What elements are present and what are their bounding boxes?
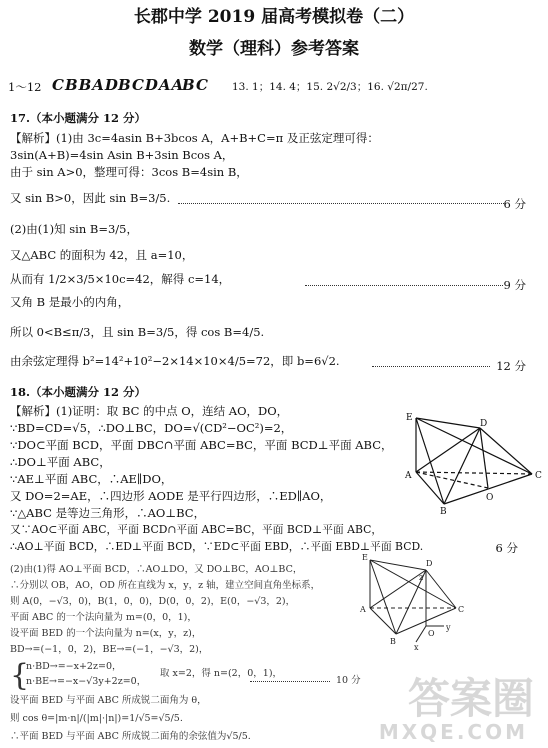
q18-line: 又 DO=2=AE，∴四边形 AODE 是平行四边形，∴ED∥AO， xyxy=(10,489,332,503)
q17-line: 由余弦定理得 b²=14²+10²−2×14×10×4/5=72，即 b=6√2. xyxy=(10,354,340,368)
q18-score-2: 10 分 xyxy=(336,675,361,686)
choice-range: 1～12 xyxy=(8,80,42,94)
fig1-label: B xyxy=(440,507,447,516)
q17-line: (2)由(1)知 sin B=3/5， xyxy=(10,222,138,236)
fig1-label: D xyxy=(480,419,488,429)
fig1-label: E xyxy=(406,413,413,423)
q18-line: ∴AO⊥平面 BCD，∴ED⊥平面 BCD，∵ED⊂平面 EBD，∴平面 EBD⊥平面 BCD. xyxy=(10,540,424,553)
choice-group-3: BC xyxy=(182,76,209,94)
q18-line: 则 A(0，−√3，0)，B(1，0，0)，D(0，0，2)，E(0，−√3，2)， xyxy=(10,596,296,607)
q18-line: 又∵AO⊂平面 ABC，平面 BCD∩平面 ABC=BC，平面 BCD⊥平面 ABC， xyxy=(10,523,383,536)
q18-line: BD→=(−1，0，2)，BE→=(−1，−√3，2)， xyxy=(10,644,209,655)
choice-group-1: CBBAD xyxy=(52,76,119,94)
brace: { xyxy=(10,658,30,693)
q18-line: ∵DO⊂平面 BCD，平面 DBC∩平面 ABC=BC，平面 BCD⊥平面 ABC， xyxy=(10,438,393,452)
q17-line: 又 sin B>0，因此 sin B=3/5. xyxy=(10,191,171,205)
watermark-url: MXQE.COM xyxy=(378,720,528,744)
fig2-label: C xyxy=(458,605,465,614)
q17-heading: 17.（本小题满分 12 分） xyxy=(10,111,147,125)
page-subtitle: 数学（理科）参考答案 xyxy=(189,39,359,59)
tetra-figure-2 xyxy=(356,550,476,650)
fig1-label: O xyxy=(486,493,494,503)
fig2-label: D xyxy=(426,559,433,568)
score-leader xyxy=(372,366,490,367)
fill-answers: 13. 1；14. 4；15. 2√2/3；16. √2π/27. xyxy=(232,81,428,93)
q18-line: 取 x=2，得 n=(2，0，1)， xyxy=(160,668,283,679)
q18-score-1: 6 分 xyxy=(495,541,518,555)
q17-line: 又角 B 是最小的内角， xyxy=(10,295,130,309)
q18-line: ∴分别以 OB，AO，OD 所在直线为 x，y，z 轴，建立空间直角坐标系， xyxy=(10,580,321,591)
q18-line: n·BD→=−x+2z=0， xyxy=(26,661,122,672)
q18-heading: 18.（本小题满分 12 分） xyxy=(10,385,147,399)
choice-group-2: BCDAA xyxy=(118,76,185,94)
score-leader xyxy=(305,285,503,286)
q17-score-1: 6 分 xyxy=(503,197,526,211)
page-title: 长郡中学 2019 届高考模拟卷（二） xyxy=(133,7,415,27)
q17-line: 所以 0<B≤π/3，且 sin B=3/5，得 cos B=4/5. xyxy=(10,325,265,339)
q17-line: 【解析】(1)由 3c=4asin B+3bcos A，A+B+C=π 及正弦定理可得： xyxy=(10,131,379,145)
watermark xyxy=(358,658,548,748)
q18-line: ∴DO⊥平面 ABC， xyxy=(10,455,111,469)
q17-line: 又△ABC 的面积为 42，且 a=10， xyxy=(10,248,194,262)
fig2-label: O xyxy=(428,629,435,638)
q18-line: n·BE→=−x−√3y+2z=0， xyxy=(26,676,147,687)
q18-line: (2)由(1)得 AO⊥平面 BCD，∴AO⊥DO，又 DO⊥BC，AO⊥BC， xyxy=(10,564,303,575)
q18-line: 设平面 BED 与平面 ABC 所成锐二面角为 θ， xyxy=(10,695,207,706)
q18-line: ∵BD=CD=√5，∴DO⊥BC，DO=√(CD²−OC²)=2， xyxy=(10,421,293,435)
fig2-label: B xyxy=(390,637,396,646)
q18-line: 设平面 BED 的一个法向量为 n=(x，y，z)， xyxy=(10,628,202,639)
fig2-label: E xyxy=(362,553,368,562)
q17-line: 由于 sin A>0，整理可得：3cos B=4sin B， xyxy=(10,165,248,179)
fig1-label: C xyxy=(535,471,542,481)
q18-line: ∴平面 BED 与平面 ABC 所成锐二面角的余弦值为√5/5. xyxy=(10,731,251,742)
q18-line: 【解析】(1)证明：取 BC 的中点 O，连结 AO，DO， xyxy=(10,404,289,418)
q18-line: ∵AE⊥平面 ABC，∴AE∥DO， xyxy=(10,472,173,486)
tetra-figure-1 xyxy=(400,408,548,516)
fig2-label: x xyxy=(414,643,419,650)
q17-score-3: 12 分 xyxy=(496,359,526,373)
q18-line: ∵△ABC 是等边三角形，∴AO⊥BC， xyxy=(10,506,206,520)
fig2-label: A xyxy=(360,605,366,614)
score-leader xyxy=(178,203,504,204)
fig2-label: y xyxy=(446,623,451,632)
fig1-label: A xyxy=(405,471,412,481)
q17-line: 3sin(A+B)=4sin Asin B+3sin Bcos A， xyxy=(10,148,234,162)
fig2-label: z xyxy=(419,573,424,582)
score-leader xyxy=(250,681,330,682)
q17-score-2: 9 分 xyxy=(503,278,526,292)
q18-line: 则 cos θ=|m·n|/(|m|·|n|)=1/√5=√5/5. xyxy=(10,713,183,724)
watermark-text: 答案圈 xyxy=(407,674,534,723)
q17-line: 从而有 1/2×3/5×10c=42，解得 c=14， xyxy=(10,272,231,286)
q18-line: 平面 ABC 的一个法向量为 m=(0，0，1)， xyxy=(10,612,197,623)
